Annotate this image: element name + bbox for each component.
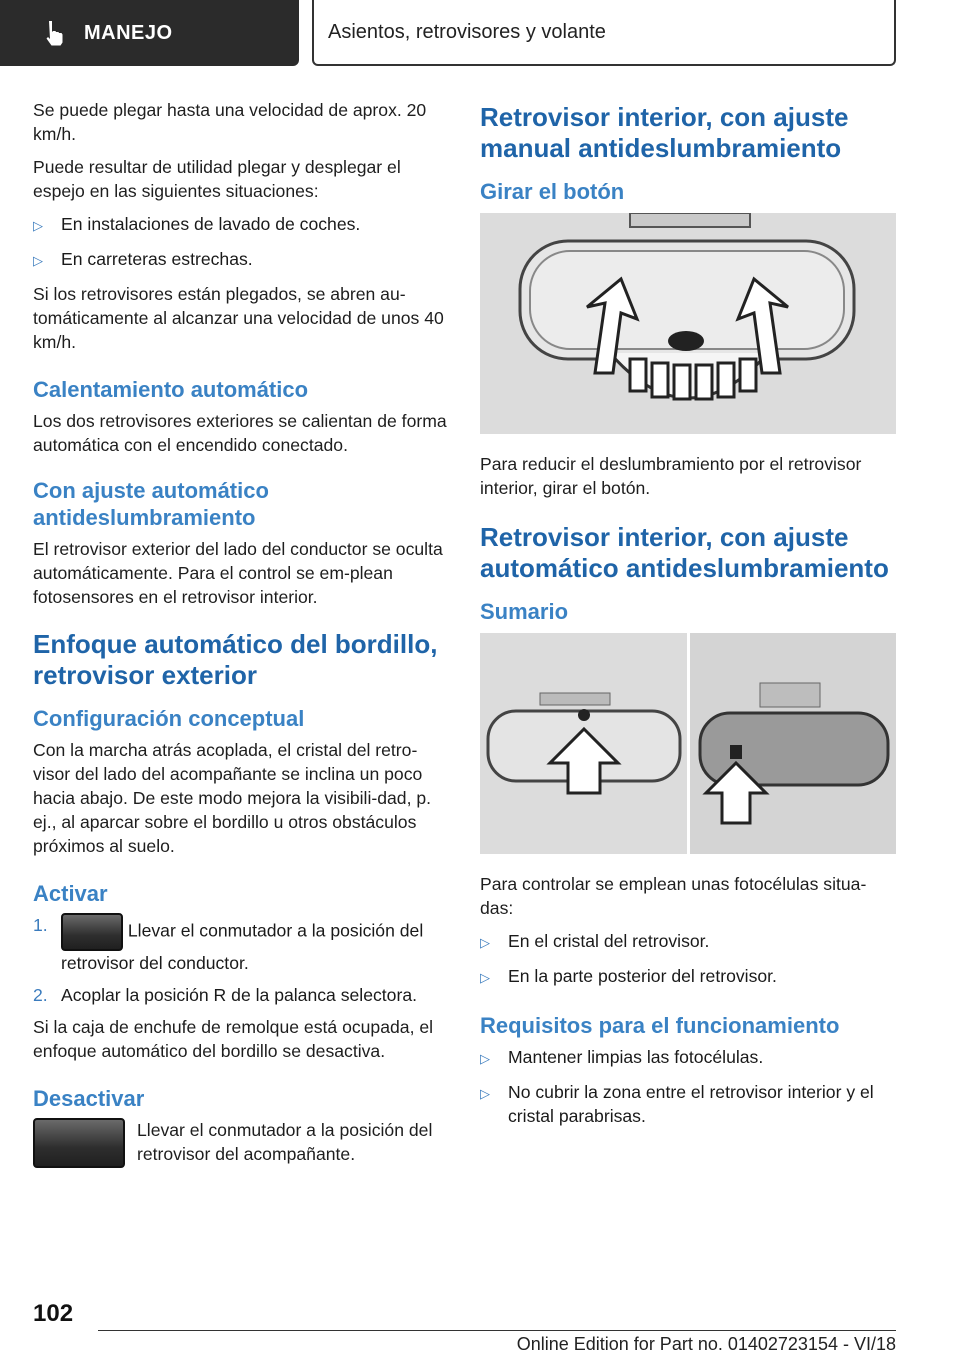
list-item-text: No cubrir la zona entre el retrovisor interior y el cristal parabrisas. bbox=[508, 1082, 874, 1126]
section-tab bbox=[0, 0, 299, 66]
list-item bbox=[33, 212, 451, 238]
list-item-text: Mantener limpias las fotocélulas. bbox=[508, 1047, 764, 1067]
step-number: 2. bbox=[33, 985, 48, 1005]
paragraph: Puede resultar de utilidad plegar y desplegar el espejo en las siguientes situaciones: bbox=[33, 157, 401, 201]
list-item bbox=[480, 1080, 896, 1128]
triangle-bullet-icon: ▷ bbox=[480, 1051, 490, 1066]
breadcrumb-label: Asientos, retrovisores y volante bbox=[328, 20, 606, 43]
chapter-heading: Enfoque automático del bordillo, retrovisor exterior bbox=[33, 629, 438, 690]
paragraph: Para controlar se emplean unas fotocélulas situa-das: bbox=[480, 874, 867, 918]
list-item bbox=[480, 964, 896, 990]
list-item bbox=[480, 929, 896, 955]
list-item-text: En carreteras estrechas. bbox=[61, 249, 253, 269]
triangle-bullet-icon: ▷ bbox=[480, 935, 490, 950]
photocell-illustration bbox=[480, 633, 896, 854]
paragraph: Con la marcha atrás acoplada, el cristal del retro-visor del lado del acompañante se inclina un poco hacia abajo. De este modo mejora la visibili-dad, p. ej., al aparcar sobre el bordillo u otros obstáculos próximos al suelo. bbox=[33, 740, 432, 856]
section-heading: Desactivar bbox=[33, 1086, 145, 1111]
footer-divider bbox=[98, 1330, 896, 1331]
section-heading: Sumario bbox=[480, 599, 569, 624]
paragraph: Llevar el conmutador a la posición del retrovisor del acompañante. bbox=[137, 1120, 433, 1164]
section-heading: Girar el botón bbox=[480, 179, 625, 204]
section-label: MANEJO bbox=[84, 21, 173, 44]
footer-edition: Online Edition for Part no. 01402723154 - VI/18 bbox=[516, 1334, 896, 1354]
triangle-bullet-icon: ▷ bbox=[33, 253, 43, 268]
section-heading: Configuración conceptual bbox=[33, 706, 305, 731]
section-heading: Calentamiento automático bbox=[33, 377, 309, 402]
paragraph: Si los retrovisores están plegados, se abren au-tomáticamente al alcanzar una velocidad de unos 40 km/h. bbox=[33, 284, 444, 352]
section-heading: Activar bbox=[33, 881, 108, 906]
list-item bbox=[480, 1045, 896, 1071]
section-heading: Con ajuste automático antideslumbramiento bbox=[33, 478, 269, 530]
list-item-text: En instalaciones de lavado de coches. bbox=[61, 214, 361, 234]
paragraph: Los dos retrovisores exteriores se calientan de forma automática con el encendido conectado. bbox=[33, 411, 447, 455]
paragraph: El retrovisor exterior del lado del conductor se oculta automáticamente. Para el control se em-plean fotosensores en el retrovisor interior. bbox=[33, 539, 443, 607]
triangle-bullet-icon: ▷ bbox=[480, 1086, 490, 1101]
mirror-switch-icon bbox=[33, 1118, 125, 1168]
list-item bbox=[33, 983, 451, 1007]
list-item-text: En el cristal del retrovisor. bbox=[508, 931, 710, 951]
breadcrumb bbox=[312, 0, 896, 66]
step-number: 1. bbox=[33, 915, 48, 935]
paragraph: Se puede plegar hasta una velocidad de aprox. 20 km/h. bbox=[33, 100, 427, 144]
deactivate-row bbox=[33, 1118, 451, 1175]
mirror-switch-icon bbox=[61, 913, 123, 951]
paragraph: Para reducir el deslumbramiento por el retrovisor interior, girar el botón. bbox=[480, 454, 862, 498]
paragraph: Si la caja de enchufe de remolque está ocupada, el enfoque automático del bordillo se desactiva. bbox=[33, 1017, 434, 1061]
triangle-bullet-icon: ▷ bbox=[480, 970, 490, 985]
chapter-heading: Retrovisor interior, con ajuste automático antideslumbramiento bbox=[480, 522, 889, 583]
step-text: Llevar el conmutador a la posición del retrovisor del conductor. bbox=[61, 920, 424, 973]
chapter-heading: Retrovisor interior, con ajuste manual antideslumbramiento bbox=[480, 102, 849, 163]
rearview-mirror-icon bbox=[480, 213, 896, 434]
page-number: 102 bbox=[33, 1300, 74, 1327]
right-column bbox=[480, 98, 896, 1137]
list-item bbox=[33, 247, 451, 273]
hand-pointer-icon bbox=[40, 18, 70, 48]
mirror-back-photocell-icon bbox=[690, 633, 896, 854]
step-text: Acoplar la posición R de la palanca selectora. bbox=[61, 985, 417, 1005]
left-column bbox=[33, 98, 451, 1175]
mirror-front-photocell-icon bbox=[480, 633, 687, 854]
mirror-dial-illustration bbox=[480, 213, 896, 434]
list-item bbox=[33, 913, 451, 975]
list-item-text: En la parte posterior del retrovisor. bbox=[508, 966, 777, 986]
triangle-bullet-icon: ▷ bbox=[33, 218, 43, 233]
page-header bbox=[0, 0, 960, 66]
section-heading: Requisitos para el funcionamiento bbox=[480, 1013, 840, 1038]
